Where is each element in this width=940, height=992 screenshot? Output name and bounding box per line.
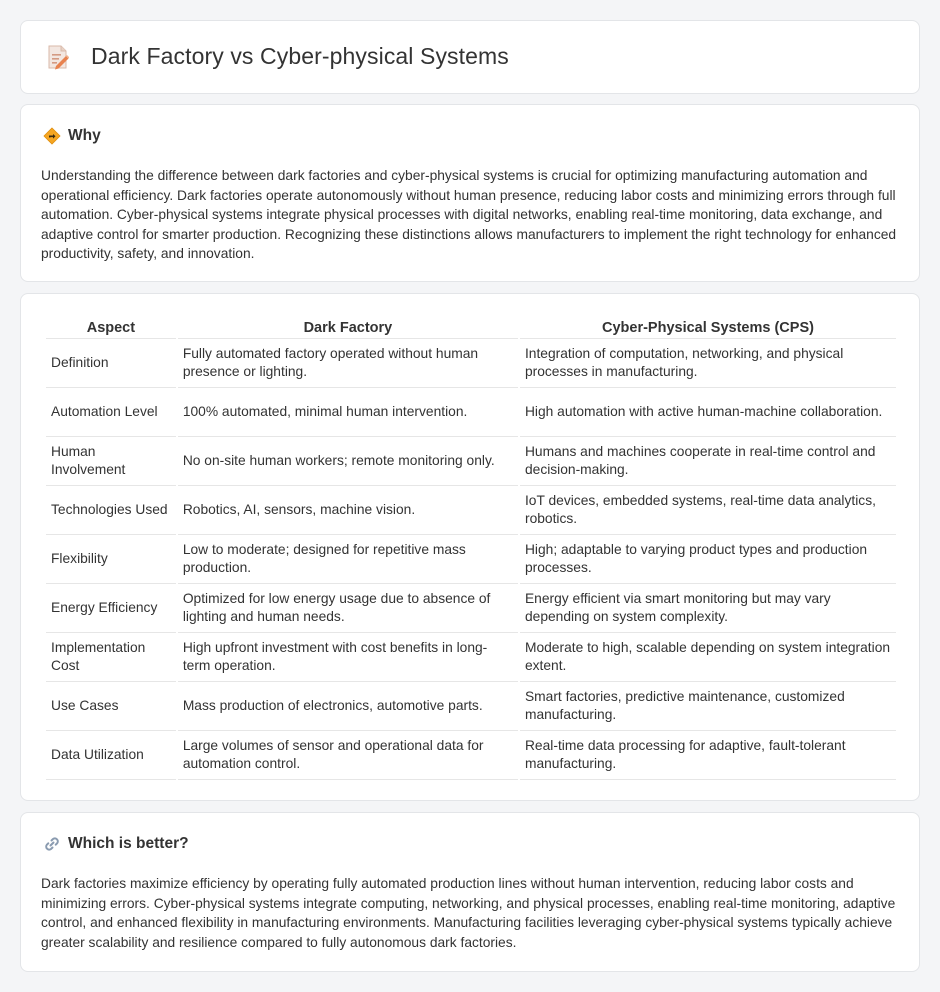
table-row	[46, 731, 896, 780]
page-title: Dark Factory vs Cyber-physical Systems	[91, 43, 509, 69]
cps-cell: High; adaptable to varying product types and production processes.	[520, 535, 896, 584]
column-header-aspect: Aspect	[46, 315, 176, 339]
diamond-sign-icon	[43, 127, 61, 145]
table-row	[46, 682, 896, 731]
table-row	[46, 437, 896, 486]
table-row	[46, 633, 896, 682]
better-heading: Which is better?	[68, 835, 189, 852]
dark-factory-cell: Robotics, AI, sensors, machine vision.	[178, 486, 518, 535]
title-row	[47, 43, 509, 70]
comparison-table	[44, 315, 898, 780]
link-icon	[43, 835, 61, 853]
cps-cell: Smart factories, predictive maintenance, customized manufacturing.	[520, 682, 896, 731]
aspect-cell: Automation Level	[46, 388, 176, 437]
cps-cell: Moderate to high, scalable depending on system integration extent.	[520, 633, 896, 682]
dark-factory-cell: Low to moderate; designed for repetitive mass production.	[178, 535, 518, 584]
table-row	[46, 535, 896, 584]
aspect-cell: Implementation Cost	[46, 633, 176, 682]
cps-cell: Energy efficient via smart monitoring but may vary depending on system complexity.	[520, 584, 896, 633]
why-heading-row	[43, 127, 101, 145]
dark-factory-cell: 100% automated, minimal human intervention.	[178, 388, 518, 437]
dark-factory-cell: Optimized for low energy usage due to absence of lighting and human needs.	[178, 584, 518, 633]
cps-cell: Humans and machines cooperate in real-time control and decision-making.	[520, 437, 896, 486]
comparison-section	[20, 293, 920, 801]
aspect-cell: Flexibility	[46, 535, 176, 584]
table-row	[46, 486, 896, 535]
aspect-cell: Definition	[46, 339, 176, 388]
dark-factory-cell: No on-site human workers; remote monitoring only.	[178, 437, 518, 486]
column-header-cps: Cyber-Physical Systems (CPS)	[520, 315, 896, 339]
why-section	[20, 104, 920, 282]
title-card	[20, 20, 920, 94]
dark-factory-cell: Mass production of electronics, automotive parts.	[178, 682, 518, 731]
why-text: Understanding the difference between dark factories and cyber-physical systems is crucial for optimizing manufacturing automation and operational efficiency. Dark factories operate autonomously without human presence, reducing labor costs and minimizing errors through full automation. Cyber-physical systems integrate physical processes with digital networks, enabling real-time monitoring, data exchange, and adaptive control for smarter production. Recognizing these distinctions allows manufacturers to implement the right technology for enhanced productivity, safety, and innovation.	[41, 168, 897, 261]
cps-cell: Real-time data processing for adaptive, fault-tolerant manufacturing.	[520, 731, 896, 780]
column-header-dark-factory: Dark Factory	[178, 315, 518, 339]
cps-cell: IoT devices, embedded systems, real-time data analytics, robotics.	[520, 486, 896, 535]
dark-factory-cell: High upfront investment with cost benefits in long-term operation.	[178, 633, 518, 682]
aspect-cell: Energy Efficiency	[46, 584, 176, 633]
dark-factory-cell: Fully automated factory operated without human presence or lighting.	[178, 339, 518, 388]
aspect-cell: Technologies Used	[46, 486, 176, 535]
table-row	[46, 584, 896, 633]
aspect-cell: Human Involvement	[46, 437, 176, 486]
better-heading-row	[43, 835, 189, 853]
aspect-cell: Use Cases	[46, 682, 176, 731]
table-header-row	[46, 315, 896, 339]
cps-cell: Integration of computation, networking, and physical processes in manufacturing.	[520, 339, 896, 388]
why-heading: Why	[68, 127, 101, 144]
cps-cell: High automation with active human-machine collaboration.	[520, 388, 896, 437]
dark-factory-cell: Large volumes of sensor and operational data for automation control.	[178, 731, 518, 780]
better-text: Dark factories maximize efficiency by operating fully automated production lines without human intervention, reducing labor costs and minimizing errors. Cyber-physical systems integrate computing, networking, and physical processes, enabling real-time monitoring, adaptive control, and enhanced flexibility in manufacturing environments. Manufacturing facilities leveraging cyber-physical systems typically achieve greater scalability and resilience compared to fully autonomous dark factories.	[41, 876, 896, 950]
which-is-better-section	[20, 812, 920, 972]
table-row	[46, 339, 896, 388]
table-row	[46, 388, 896, 437]
document-edit-icon	[47, 44, 69, 70]
aspect-cell: Data Utilization	[46, 731, 176, 780]
